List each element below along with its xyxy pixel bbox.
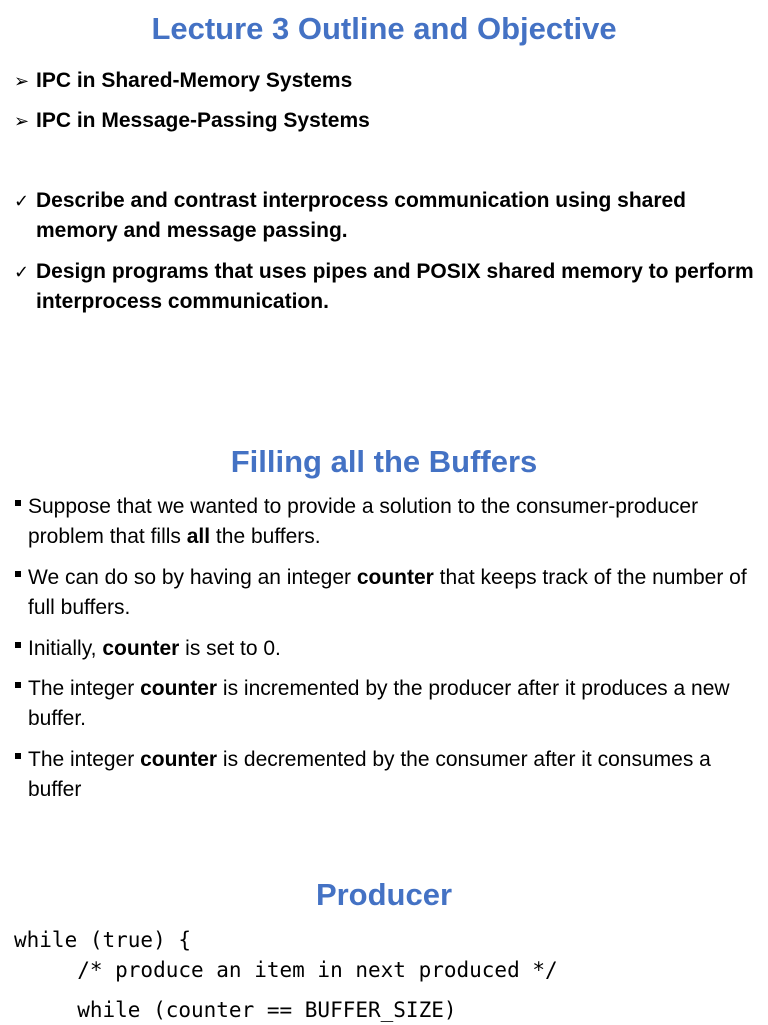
bullet-item	[14, 674, 754, 734]
arrow-bullet-icon: ➢	[14, 111, 30, 131]
square-bullet-icon	[15, 500, 21, 506]
bullet-text: We can do so by having an integer counter that keeps track of the number of full buffers.	[28, 566, 747, 619]
bullet-text: The integer counter is decremented by the consumer after it consumes a buffer	[28, 748, 711, 801]
bold-term: counter	[102, 637, 180, 660]
bold-term: all	[186, 525, 211, 548]
outline-item-text: IPC in Message-Passing Systems	[36, 109, 370, 132]
slide-title-producer: Producer	[315, 877, 453, 912]
bullet-item	[14, 563, 754, 623]
checkmark-icon: ✓	[14, 191, 30, 211]
slide-title-buffers: Filling all the Buffers	[230, 444, 538, 479]
bullet-text: The integer counter is incremented by the producer after it produces a new buffer.	[28, 677, 730, 730]
bullet-text: Suppose that we wanted to provide a solution to the consumer-producer problem that fills all the buffers.	[28, 495, 699, 548]
code-line: while (counter == BUFFER_SIZE)	[14, 998, 457, 1022]
code-line: while (true) {	[14, 928, 192, 952]
bold-term: counter	[356, 566, 434, 589]
checkmark-icon: ✓	[14, 262, 30, 282]
bullet-item	[14, 492, 754, 552]
square-bullet-icon	[15, 642, 21, 648]
objective-item-text: Design programs that uses pipes and POSIX shared memory to perform interprocess communication.	[36, 260, 754, 313]
outline-item	[14, 106, 754, 136]
arrow-bullet-icon: ➢	[14, 71, 30, 91]
outline-item	[14, 66, 754, 96]
bold-term: counter	[140, 677, 218, 700]
bullet-item	[14, 745, 754, 805]
slide-title-outline: Lecture 3 Outline and Objective	[151, 11, 617, 46]
objective-item-text: Describe and contrast interprocess communication using shared memory and message passing.	[36, 189, 687, 242]
objective-item	[14, 186, 754, 246]
bold-term: counter	[140, 748, 218, 771]
code-line: /* produce an item in next produced */	[14, 958, 558, 982]
bullet-item	[14, 634, 754, 664]
bullet-text: Initially, counter is set to 0.	[28, 637, 281, 660]
objective-item	[14, 257, 754, 317]
outline-item-text: IPC in Shared-Memory Systems	[36, 69, 353, 92]
square-bullet-icon	[15, 571, 21, 577]
square-bullet-icon	[15, 682, 21, 688]
square-bullet-icon	[15, 753, 21, 759]
